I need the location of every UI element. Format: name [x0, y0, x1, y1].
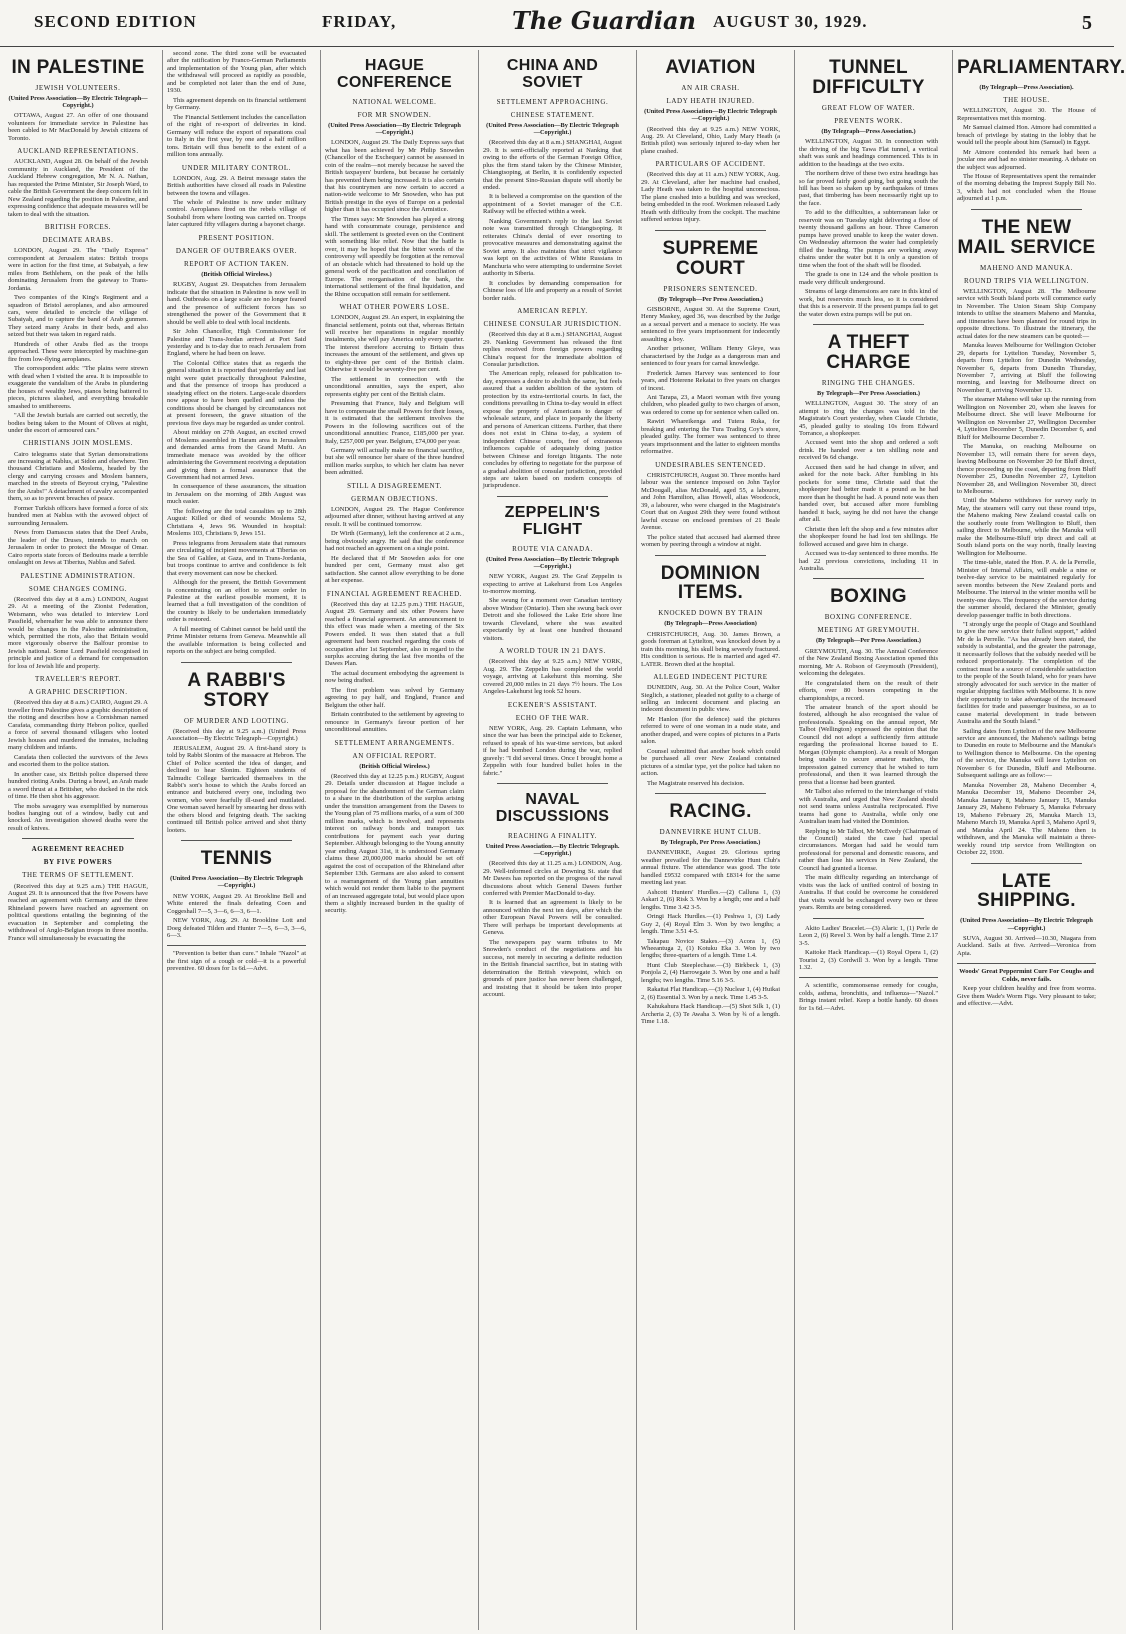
paragraph: Hundreds of other Arabs fled as the troops approached. These were intercepted by machine-gun fire from low-flying aeroplanes.	[8, 340, 148, 363]
paragraph: He declared that if Mr Snowden asks for one hundred per cent, Germany must also get satisfaction. She cannot allow everything to be done at her expense.	[325, 554, 464, 585]
race-result: Kahukahura Hack Handicap.—(5) Shot Silk 1, (1) Archeria 2, (3) Te Awaha 3. Won by ¾ of a length. Time 1.18.	[641, 1003, 780, 1026]
subhead: PREVENTS WORK.	[834, 116, 903, 125]
credit-line: By Telegraph, Per Press Association.)	[660, 839, 761, 847]
paragraph: News from Damascus states that the Deef Arabs, the leader of the Druses, intends to march on Jerusalem in order to protect the Mosque of Omar. Cairo reports state forces of Bedouins made a terrible onslaught on Jews at Tiberius, Nablus and Safed.	[8, 529, 148, 567]
paragraph: "I strongly urge the people of Otago and Southland to give the new service their fullest support," added Mr de la Perrelle. "As has already been stated, the subsidy is substantial, and the greater the patronage, it necessarily follows that the subsidy needed will be reduced proportionately. The completion of the contract must be a source of considerable satisfaction to the people of the South Island, who for years have strongly advocated for such service in the matter of regular shipping facilities with Melbourne. It is now their opportunity to take advantage of the increased facilities for trade and passenger business, so as to cause material development in trade between Australia and the South Island."	[957, 620, 1096, 726]
paragraph: Two companies of the King's Regiment and a squadron of Bristol aeroplanes, and also armoured cars, were detailed to encircle the village of Subaiyah, and to capture the band of Arab gunmen. They seized many Arabs in their beds, and also seized but their was taken in regard raids.	[8, 294, 148, 339]
paragraph: Manuka November 28, Maheno December 4, Manuka December 19, Maheno December 24, Manuka January 8, Maheno January 15, Manuka January 29, Maheno February 5, Manuka February 19, Maheno February 26, Manuka March 13, Maheno March 19, Manuka April 3, Maheno April 9, and Manuka April 24. The Maheno then is withdrawn, and the Manuka will maintain a three-weekly round trip service from Wellington on October 22, 1930.	[957, 781, 1096, 857]
paragraph: She swung for a moment over Canadian territory above Windsor (Ontario). Then she swung back over Detroit and she followed the Lake Erie shore line towards Cleveland, where she was awaited expectantly by at least one hundred thousand visitors.	[483, 597, 622, 642]
paragraph: CHRISTCHURCH, Aug. 30. James Brown, a goods foreman at Lyttelton, was knocked down by a train this morning, his skull being severely fractured. His condition is serious. He is married and aged 47. LATER. Brown died at the hospital.	[641, 630, 780, 668]
paragraph: The Colonial Office states that as regards the general situation it is reported that yesterday and last night were quiet practically throughout Palestine, and that the presence of troops has produced a steadying effect on the rioters. Large-scale disorders now appear to have been quelled and unless the conditions should be changed by circumstances not at present foreseen, the grave situation of the previous five days may be regarded as under control.	[167, 359, 306, 427]
credit-line: (By Telegraph—Per Press Association.)	[657, 295, 764, 303]
paragraph: (Received this day at 9.25 a.m.) NEW YORK, Aug. 29. At Cleveland, Ohio, Lady Mary Heath (a British pilot) was seriously injured to-day when her plane crashed.	[641, 125, 780, 155]
paragraph: LONDON, August 29. The Hague Conference adjourned after dinner, without having arrived at any result. It will be continued tomorrow.	[325, 505, 464, 528]
credit-line: (United Press Association—By Electric Telegraph—Copyright.)	[486, 555, 619, 570]
credit-line: (United Press Association—By Electric Telegraph—Copyright.)	[960, 917, 1093, 932]
day-label: FRIDAY,	[322, 12, 397, 31]
paragraph: It is learned that an agreement is likely to be announced within the next ten days, after which the other European Naval Powers will be consulted. There will perhaps be important developments at Geneva.	[483, 899, 622, 937]
credit-line: (British Official Wireless.)	[359, 762, 430, 770]
paragraph: Replying to Mr Talbot, Mr McEvedy (Chairman of the Council) stated the case had special circumstances. Morgan had said he would turn professional for personal and domestic reasons, and rather than lose his services in New Zealand, the Council had granted a license.	[799, 827, 938, 872]
columns	[4, 50, 1126, 1630]
paragraph: WELLINGTON, August 28. The Melbourne service with South Island ports will commence early in November. The Union Steam Ship Company intends to utilise the steamers Maheno and Manuka, and itineraries have been planned for round trips in opposite directions. To illustrate the itinerary, the actual dates for the new steamers can be quoted:—	[957, 287, 1096, 340]
subhead: AUCKLAND REPRESENTATIONS.	[17, 147, 139, 156]
subhead: JEWISH VOLUNTEERS.	[35, 83, 121, 92]
headline-rabbis-story: A RABBI'S STORY	[187, 669, 286, 711]
paragraph: Mr Samuel claimed Hon. Atmore had committed a breach of privilege by stating in the lobby that he would tell the people about him (Samuel) in Egypt.	[957, 124, 1096, 147]
paragraph: The Times says: Mr Snowden has played a strong hand with consummate courage, persistence and skill. The settlement is greeted even on the Continent with something like relief. Now that the battle is over, it may be hoped that the bitter words of the controversy will speedily be forgotten at the removal of an obstacle which had threatened to hold up the general work of the pacification and conciliation of Europe. The reorganisation of the bank, the international settlement of the final liquidation, and the Rhine occupation still remain for settlement.	[325, 215, 464, 298]
subhead: PALESTINE ADMINISTRATION.	[20, 571, 136, 580]
issue-date: AUGUST 30, 1929.	[713, 12, 868, 31]
subhead: MAHENO AND MANUKA.	[979, 263, 1074, 272]
masthead	[0, 0, 1114, 47]
paragraph: The following are the total casualties up to 28th August: Killed or died of wounds: Moslems 52, Christians 4, Jews 96. Wounded in hospital: Moslems 103, Christians 9, Jews 151.	[167, 507, 306, 538]
paragraph: It concludes by demanding compensation for Chinese loss of life and property as a result of Soviet border raids.	[483, 279, 622, 302]
paragraph: The Magistrate reserved his decision.	[647, 779, 745, 787]
paragraph: Manuka leaves Melbourne for Wellington October 29, departs for Lyttelton Tuesday, November 5, departs from Lyttelton for Dunedin Wednesday, November 6, departs from Dunedin Thursday, November 7, arriving at Bluff the following morning, and leaving for Melbourne direct on November 8, arriving November 13.	[957, 342, 1096, 394]
paragraph: JERUSALEM, August 29. A first-hand story is told by Rabbi Slonim of the massacre at Hebron. The Chief of Police scented the idea of danger, and declined to hear Slonim. Eighteen students of Talmudic College barricaded themselves in the Rabbi's son's house to which the Arabs forced an entrance and butchered every one, including two women, who were fearfully ill-used and mutilated. One woman saved herself by smearing her dress with the others blood and feigning death. The sacking continued till British police arrived and shot thirty looters.	[167, 744, 306, 834]
paragraph: Although for the present, the British Government is concentrating on an effort to secure order in Palestine at the earliest possible moment, it is learned that a full investigation of the condition of the country is likely to be undertaken immediately order is restored.	[167, 579, 306, 624]
paragraph: LONDON, Aug. 29. A Beirut message states the British authorities have closed all roads in Palestine between the towns and villages.	[167, 174, 306, 197]
column-4	[478, 50, 626, 1630]
race-result: Oringi Hack Hurdles.—(1) Peshwa 1, (3) Lady Guy 2, (4) Royal Elm 3. Won by two lengths; a length. Time 3.51 4-5.	[641, 913, 780, 936]
headline-supreme-court: SUPREME COURT	[662, 237, 759, 279]
race-result: Kaitoke Hack Handicap.—(1) Royal Opera 1, (2) Tourist 2, (3) Cordwill 3. Won by a length. Time 1.32.	[799, 949, 938, 971]
column-6	[794, 50, 942, 1630]
headline-theft-charge: A THEFT CHARGE	[826, 331, 911, 373]
paragraph: Nanking Government's reply to the last Soviet note was transmitted through Chiangtsoping. It reiterates China's denial of ever resorting to provocative measures and demonstrating against the Soviet army. It also maintains that strict vigilance was kept on the activities of White Russians in Manchuria who were attempting to undermine Soviet authority in Siberia.	[483, 217, 622, 278]
paragraph: (Received this day at 8 a.m.) SHANGHAI, August 29. It is semi-officially reported at Nanking that owing to the efforts of the German Foreign Office, plus the firm stand taken by the Chinese Minister, Chiangtsoping, at Berlin, it is confidently expected that the present Sino-Russian dispute will shortly be ended.	[483, 139, 622, 191]
paragraph: LONDON, August 29. The "Daily Express" correspondent at Jerusalem states: British troops were in action for the first time, at Subaiyah, a few miles from Bethlehem, on the peak of the hills dominating Jerusalem from the gateway to Trans-Jordania.	[8, 247, 148, 292]
subhead: A WORLD TOUR IN 21 DAYS.	[499, 647, 606, 656]
paragraph: Presuming that France, Italy and Belgium will have to compensate the small Powers for their losses, it is estimated that the settlement involves the Powers in the following sacrifices out of the unconditional annuities: France, £185,000 per year. Italy, £257,000 per year. Belgium, £74,000 per year.	[325, 400, 464, 445]
divider	[813, 918, 924, 919]
paragraph: In consequence of these assurances, the situation in Jerusalem on the morning of 28th August was much easier.	[167, 483, 306, 506]
headline-tunnel-difficulty: TUNNEL DIFFICULTY	[812, 57, 925, 98]
paragraph: Germany will actually make no financial sacrifice, but she will renounce her share of the three hundred million marks surplus, to which her claim has never been admitted.	[325, 447, 464, 477]
paragraph: Christie then left the shop and a few minutes after the shopkeeper found he had lost ten shillings. He followed accused and gave him in charge.	[799, 525, 938, 548]
credit-line: United Press Association.—By Electric Telegraph.—Copyright.)	[485, 842, 620, 857]
subhead: BRITISH FORCES.	[44, 223, 112, 232]
subhead: PRESENT POSITION.	[198, 233, 275, 242]
subhead: FOR MR SNOWDEN.	[357, 110, 432, 119]
race-result: Hunt Club Steeplechase.—(3) Birkbeck 1, (3) Ponjola 2, (4) Harrowgate 3. Won by one and a half lengths; two lengths. Time 5.16 3-5.	[641, 961, 780, 984]
subhead: DANGER OF OUTBREAKS OVER.	[175, 246, 298, 255]
subhead: RINGING THE CHANGES.	[821, 378, 916, 387]
subhead: SOME CHANGES COMING.	[28, 584, 128, 593]
credit-line: (British Official Wireless.)	[201, 271, 272, 279]
subhead: GERMAN OBJECTIONS.	[351, 494, 438, 503]
divider	[22, 838, 134, 839]
paragraph: The mobs savagery was exemplified by numerous bodies hanging out of a window, badly cut and knocked. An investigation showed deaths were the result of knives.	[8, 802, 148, 832]
paragraph: NEW YORK, Aug. 29. Captain Lehmann, who since the war has been the principal aide to Eckener, refused to speak of his war-time services, but asked if he had bombed London during the war, replied gravely: "I did several times. Once I brought home a Zeppelin with four hundred bullet holes in the fabric."	[483, 724, 622, 777]
paragraph: It is believed a compromise on the question of the appointment of a Soviet manager of the C.E. Railway will be effected within a week.	[483, 193, 622, 216]
paragraph: Press telegrams from Jerusalem state that rumours are circulating of incipient movements at Tiberias on the Sea of Galilee, at Gaza, and in Trans-Jordania, but troops continue to arrive and confidence is felt that every movement can now be checked.	[167, 539, 306, 577]
paragraph: AUCKLAND, August 28. On behalf of the Jewish community in Auckland, the President of the Auckland Hebrew congregation, Mr N. A. Nathan, has requested the Prime Minister, Sir Joseph Ward, to cable the British Government the deep concern felt in New Zealand regarding the position in Palestine, and expressing confidence that adequate measures will be taken to deal with the situation.	[8, 158, 148, 218]
paragraph: LONDON, August 29. An expert, in explaining the financial settlement, points out that, whereas Britain will receive her reparations in regular monthly instalments, she will pay America only every quarter. The interest therefore accruing to Britain thus increases the amount of the settlement, and gives up to eighty-three per cent of the British claim. Otherwise it would be seventy-five per cent.	[325, 314, 464, 374]
divider	[181, 662, 292, 663]
subhead: AN OFFICIAL REPORT.	[352, 751, 437, 760]
paragraph: About midday on 27th August, an excited crowd of Moslems assembled in Haram area in Jerusalem and demanded arms from the Grand Mufti. An immediate menace was avoided by the officer administering the Government receiving a deputation and giving them a formal assurance that the Government had not armed Jews.	[167, 429, 306, 481]
paragraph: The first problem was solved by Germany agreeing to pay half, and England, France and Belgium the other half.	[325, 686, 464, 709]
paragraph: (Received this day at 9.25 a.m.) THE HAGUE, August 29. It is announced that the five Powers have reached an agreement with Germany and the three Rhineland powers have reached an agreement on political questions entailing the beginning of the evacuation in September and completing the withdrawal of Anglo-Belgian troops in three months. France will simultaneously be evacuating the	[8, 882, 148, 942]
column-3	[320, 50, 468, 1630]
paragraph: The steamer Maheno will take up the running from Wellington on November 20, when she leaves for Melbourne direct. She will leave Melbourne for Wellington on November 27, Wellington December 4, Lyttelton December 5, Dunedin December 6, and Bluff for Melbourne December 7.	[957, 396, 1096, 441]
headline-tennis: TENNIS	[200, 848, 273, 870]
subhead: LADY HEATH INJURED.	[666, 96, 755, 105]
paragraph: Sir John Chancellor, High Commissioner for Palestine and Trans-Jordan arrived at Port Said yesterday and is to-day due to reach Jerusalem from England, where he had been on leave.	[167, 328, 306, 358]
headline-aviation: AVIATION	[665, 57, 756, 78]
headline-new-mail-service: THE NEW MAIL SERVICE	[957, 216, 1096, 258]
subhead: STILL A DISAGREEMENT.	[347, 481, 442, 490]
advertisement: A scientific, commonsense remedy for coughs, colds, asthma, bronchitis, and influenza—"Nazol." Brings instant relief. Keep a bottle handy. 60 doses for 1s 6d.—Advt.	[799, 977, 938, 1012]
paragraph: The main difficulty regarding an interchange of visits was the lack of unified control of boxing in Australia. If that could be overcome he considered that visits would be exchanged every two or three years. Remits are being considered.	[799, 874, 938, 912]
subhead: ROUND TRIPS VIA WELLINGTON.	[964, 276, 1089, 285]
headline-china-and-soviet: CHINA AND SOVIET	[506, 57, 599, 91]
paragraph: NEW YORK, August 29. The Graf Zeppelin is expecting to arrive at Lakehurst from Los Angeles to-morrow morning.	[483, 573, 622, 595]
paragraph: The newspapers pay warm tributes to Mr Snowden's conduct of the negotiations and his success, not merely in securing a definite reduction in the British financial sacrifice, but in stating with determination the British viewpoint, which on grounds of pure justice has never been challenged, and insisting that it should be taken into proper account.	[483, 938, 622, 999]
subhead: MEETING AT GREYMOUTH.	[817, 626, 920, 635]
newspaper-title: The Guardian	[512, 6, 696, 35]
subhead: SETTLEMENT ARRANGEMENTS.	[334, 738, 455, 747]
paragraph: (Received this day at 8 a.m.) LONDON, August 29. At a meeting of the Zionist Federation, Weismann, who was detailed to interview Lord Passfield, whereafter he was able to announce there would be changes in the Palestine administration, which, permitted the riots, also that Britain would more vigorously observe the Balfour promise to Jewish national. Some Lord Passfield recognised in principle and justice of a demand for compensation for loss of Jewish life and property.	[8, 595, 148, 670]
paragraph: The correspondent adds: "The plains were strewn with dead when I visited the area. It is impossible to exaggerate the vandalism of the Arabs in plundering the houses of wealthy Jews, pianos being battered to pieces, pictures slashed, and everything breakable smashed to smithereens.	[8, 365, 148, 410]
paragraph: (Received this day at 12.25 p.m.) RUGBY, August 29. Details under discussion at Hague include a proposal for the abandonment of the German claim to a share in the distribution of the surplus arising under the transition arrangement from the Dawes to the Young plan of 75 millions marks, of a sum of 300 million marks, which is involved, and represents interest on railway bonds and transport tax contributions for payment each year during September. Although belonging to the Young annuity year ending August 31st, it is understood Germany claims these 20,000,000 marks should be set off against the cost of occupation of the Rhineland after September 13th. Germans are also asked to consent to a rearrangement of the Young plan annuities which would not render them liable to the payment of an increased aggregate total, but would place upon them a slightly increased burden in the quality of security.	[325, 773, 464, 915]
paragraph: Mr Talbot also referred to the interchange of visits with Australia, and urged that New Zealand should not send teams unless Australia reciprocated. Five teams had gone to Australia, while only one Australian team had visited the Dominion.	[799, 788, 938, 826]
credit-line: (United Press Association—By Electric Telegraph—Copyright.)	[644, 108, 777, 123]
subhead: THE TERMS OF SETTLEMENT.	[22, 871, 134, 880]
paragraph: (Received this day at 9.25 a.m.) (United Press Association—By Electric Telegraph—Copyright.)	[167, 727, 306, 743]
paragraph: The whole of Palestine is now under military control. Aeroplanes fired on the rebels village of Soubabil from where looting was carried on. Troops later captured fifty villagers during a bayonet charge.	[167, 199, 306, 229]
paragraph: To add to the difficulties, a subterranean lake or reservoir was on Tuesday night delivering a flow of twenty thousand gallons an hour. Three Cameron pumps have proved unable to keep the water down. On Wednesday afternoon the water had completely filled the heading. The pumps are working away chains under the water but it is only a question of time when the foot of the shaft will be flooded.	[799, 209, 938, 269]
paragraph: (Received this day at 8 a.m.) CAIRO, August 29. A traveller from Palestine gives a graphic description of the rioting and describes how a Cornishman named Carafata, commanding thirty Hebron police, quelled a force of several thousand villagers who looted Jewish houses and murdered the inmates, including many children and infants.	[8, 699, 148, 752]
advertisement: Keep your children healthy and free from worms. Give them Wade's Worm Figs. Very pleasant to take; and effective.—Advt.	[957, 985, 1096, 1008]
divider	[655, 555, 766, 556]
subhead: KNOCKED DOWN BY TRAIN	[658, 609, 763, 618]
paragraph: Cairo telegrams state that Syrian demonstrations are increasing at Nablus, at Sidon and elsewhere. Ten thousand Christians and Moslems, headed by the clergy and carrying crosses and Moslem banners, marched in the streets of Beyrout crying, "Palestine for the Arabs!" A detachment of cavalry accompanied them, so as to prevent breaches of peace.	[8, 450, 148, 503]
headline-naval-discussions: NAVAL DISCUSSIONS	[495, 791, 610, 825]
paragraph: (Received this day at 11.25 a.m.) LONDON, Aug. 29. Well-informed circles at Downing St. state that Mr Dawes has reported on the progress of the naval discussions about which General Dawes further conferred with Premier MacDonald to-day.	[483, 860, 622, 898]
subhead: UNDER MILITARY CONTROL.	[181, 163, 292, 172]
subhead: GREAT FLOW OF WATER.	[821, 103, 916, 112]
headline-parliamentary: PARLIAMENTARY.	[957, 57, 1126, 78]
subhead: DANNEVIRKE HUNT CLUB.	[659, 828, 762, 837]
race-result: Takapau Novice Stakes.—(3) Acora 1, (5) Wheeantuga 2, (1) Kotuku Eka 3. Won by two lengths; three-quarters of a length. Time 1.4.	[641, 937, 780, 960]
paragraph: Mr Hanlon (for the defence) said the pictures referred to were of one woman in a nude state, and another draped, and were copies of pictures in a Paris salon.	[641, 715, 780, 746]
paragraph: Accused went into the shop and ordered a soft drink. He handed over a ten shilling note and received 9s 6d change.	[799, 439, 938, 462]
subhead: DECIMATE ARABS.	[42, 236, 114, 245]
headline-racing: RACING.	[669, 801, 752, 823]
headline-late-shipping: LATE SHIPPING.	[977, 870, 1076, 912]
subhead: CHINESE CONSULAR JURISDICTION.	[483, 320, 622, 329]
subhead: ECKENER'S ASSISTANT.	[507, 700, 598, 709]
subhead: ALLEGED INDECENT PICTURE	[653, 673, 768, 681]
credit-line: By Telegraph—Per Press Association.)	[817, 389, 920, 397]
race-result: Ashcott Hunters' Hurdles.—(2) Calluna 1, (3) Askari 2, (6) Risk 3. Won by a length; one and a half lengths. Time 3.42 3-5.	[641, 888, 780, 911]
column-1	[4, 50, 152, 1630]
paragraph: Another prisoner, William Henry Gleye, was characterised by the Judge as a dangerous man and sentenced to four years for carnal knowledge.	[641, 345, 780, 368]
paragraph: (Received this day at 8 a.m.) SHANGHAI, August 29. Nanking Government has released the first replies received from foreign powers regarding China's request for the immediate abolition of Consular jurisdiction.	[483, 331, 622, 368]
paragraph: Until the Maheno withdraws for survey early in May, the steamers will carry out these round trips, the Maheno making New Zealand coastal calls on the southerly route from Wellington to Bluff, then sailing direct to Melbourne, while the Manuka will make the Melbourne-Bluff trip direct and call at South island ports on the way north, finally leaving Wellington for Melbourne.	[957, 497, 1096, 557]
paragraph: WELLINGTON, August 30. In connection with the driving of the big Tawa Flat tunnel, a vertical shaft was sunk and headings commenced. This is in addition to the headings at the two exits.	[799, 138, 938, 168]
paragraph: DANNEVIRKE, August 29. Glorious spring weather prevailed for the Dannevirke Hunt Club's annual fixture. The attendance was good. The tote handled £9532 compared with £8314 for the same meeting last year.	[641, 849, 780, 887]
subhead: ROUTE VIA CANADA.	[512, 544, 593, 553]
advertisement: "Prevention is better than cure." Inhale "Nazol" at the first sign of a cough or cold—it is a powerful preventive. 60 doses for 1s 6d.—Advt.	[167, 945, 306, 972]
column-7	[952, 50, 1126, 1630]
subhead: A GRAPHIC DESCRIPTION.	[28, 688, 128, 697]
divider	[497, 783, 608, 784]
paragraph: (Received this day at 12.25 p.m.) THE HAGUE, August 29. Germany and six other Powers have reached a financial agreement. An announcement to this effect was made when a meeting of the Six Powers ended. It was then stated that a full agreement had been reached regarding the costs of occupation after 1st September, also in regard to the surplus accruing during the last five months of the Dawes Plan.	[325, 600, 464, 668]
subhead: UNDESIRABLES SENTENCED.	[655, 460, 766, 469]
paragraph: The actual document embodying the agreement is now being drafted.	[325, 669, 464, 685]
paragraph: The settlement in connection with the unconditional annuities, says the expert, also represents eighty per cent of the British claim.	[325, 375, 464, 398]
paragraph: RUGBY, August 29. Despatches from Jerusalem indicate that the situation in Palestine is now well in hand. Outbreaks on a large scale are no longer feared and the presence of sufficient forces has so strengthened the power of the Government that it should be well able to deal with local incidents.	[167, 281, 306, 326]
paragraph: GISBORNE, August 30. At the Supreme Court, Henry Maskey, aged 36, was described by the Judge as a sexual pervert and a menace to society. He was sentenced to five years imprisonment for indecently assaulting a boy.	[641, 305, 780, 343]
paragraph: The Manuka, on reaching Melbourne on November 13, will remain there for seven days, leaving Melbourne on November 20 for Bluff direct, thence proceeding up the coast, departing from Bluff November 25, Dunedin November 27, Lyttelton November 28, and Wellington November 30, direct to Melbourne.	[957, 443, 1096, 495]
paragraph: second zone. The third zone will be evacuated after the ratification by Franco-German Parliaments and implementation of the Young plan, after which the withdrawal will proceed as rapidly as possible, and be completed not later than the end of June, 1930.	[167, 50, 306, 95]
divider	[971, 209, 1082, 210]
paragraph: The American reply, released for publication to-day, expresses a desire to abolish the same, but feels assured that a sudden abolition of the system of protection by its extra-territorial courts. In fact, the conditions prevailing in China to-day would in effect expose the property of Americans to danger of wholesale seizure, and place in jeopardy the liberty and persons of American citizens. Further, that there does not exist in China to-day, a system of independent Chinese courts, free of extraneous influences capable of adequately doing justice between Chinese and foreign litigants. The note concludes by offering to negotiate for the purpose of a gradual abolition of consular jurisdiction, provided steps are taken based on modern concepts of jurisprudence.	[483, 370, 622, 490]
advertisement: Woods' Great Peppermint Cure For Coughs and Colds, never fails.	[957, 963, 1096, 983]
paragraph: Dr Wirth (Germany), left the conference at 2 a.m., being obviously angry. He said that the conference had not reached an agreement on a single point.	[325, 530, 464, 553]
paragraph: "All the Jewish burials are carried out secretly, the bodies being taken to the Mount of Olives at night, under the escort of armoured cars."	[8, 412, 148, 434]
subhead: REACHING A FINALITY.	[507, 831, 598, 840]
subhead: BOXING CONFERENCE.	[824, 613, 913, 622]
column-2	[162, 50, 310, 1630]
paragraph: In another case, six British police dispersed three hundred rioting Arabs. During a brawl, an Arab made a sword thrust at a Britisher, who ducked in the nick of time. He then shot his aggressor.	[8, 770, 148, 801]
subhead: ECHO OF THE WAR.	[515, 713, 590, 722]
paragraph: Counsel submitted that another book which could be purchased all over New Zealand contained pictures of a similar type, yet the police had taken no action.	[641, 747, 780, 778]
subhead: FINANCIAL AGREEMENT REACHED.	[326, 589, 463, 598]
subhead: CHINESE STATEMENT.	[510, 110, 595, 119]
divider	[655, 793, 766, 794]
credit-line: (By Telegraph—Press Association)	[664, 620, 757, 628]
divider	[181, 840, 292, 841]
paragraph: A full meeting of Cabinet cannot be held until the Prime Minister returns from Geneva. Meanwhile all the available information is being collected and reports on the subject are being compiled.	[167, 625, 306, 656]
paragraph: Former Turkish officers have formed a force of six hundred men at Nablus with the avowed object of surrounding Jerusalem.	[8, 504, 148, 527]
paragraph: Sailing dates from Lyttelton of the new Melbourne service are announced, the Maheno's sailings being to Dunedin en route to Melbourne and the Manuka's to Wellington thence to Melbourne. On the opening of the service, the Manuka will leave Lyttelton on November 6 for Dunedin, Bluff and Melbourne. Subsequent sailings are as follow:—	[957, 727, 1096, 780]
credit-line: (United Press Association—By Electric Telegraph—Copyright.)	[8, 94, 148, 110]
paragraph: The grade is one in 124 and the whole position is made very difficult underground.	[799, 271, 938, 286]
subhead: PARTICULARS OF ACCIDENT.	[655, 160, 766, 169]
divider	[971, 863, 1082, 864]
subhead: AN AIR CRASH.	[681, 83, 740, 92]
subhead: WHAT OTHER POWERS LOSE.	[339, 303, 450, 311]
headline-boxing: BOXING	[830, 586, 907, 608]
divider	[497, 496, 608, 497]
paragraph: The police stated that accused had alarmed three women by peering through a window at night.	[641, 533, 780, 549]
race-result: Rakaitai Flat Handicap.—(3) Nuclear 1, (4) Huikai 2, (6) Essential 3. Won by a neck. Time 1.45 3-5.	[641, 986, 780, 1001]
paragraph: The House of Representatives spent the remainder of the morning debating the Imprest Supply Bill No. 3, which had not concluded when the House adjourned at 1 p.m.	[957, 172, 1096, 203]
subhead: SETTLEMENT APPROACHING.	[496, 97, 609, 106]
subhead: AGREEMENT REACHED	[31, 845, 125, 854]
paragraph: Rawiri Whareikenga and Tutera Ruka, for breaking and entering the Tura Trading Coy's store, pleaded guilty. The former was sentenced to three years imprisonment and the latter to eighteen months reformative.	[641, 418, 780, 456]
headline-in-palestine: IN PALESTINE	[11, 57, 145, 78]
subhead: AMERICAN REPLY.	[517, 307, 588, 315]
headline-hague-conference: HAGUE CONFERENCE	[336, 57, 452, 91]
paragraph: (Received this day at 9.25 a.m.) NEW YORK, Aug. 29. The Zeppelin has completed the world voyage, arriving at Lakehurst this morning. She covered 20,000 miles in 21 days 7½ hours. The Los Angeles-Lakehurst leg took 52 hours.	[483, 658, 622, 696]
divider	[813, 324, 924, 325]
subhead: TRAVELLER'S REPORT.	[35, 675, 121, 684]
paragraph: Frederick James Harvey was sentenced to four years, and Hoterene Rekatai to five years on charges of incest.	[641, 369, 780, 392]
paragraph: Ani Tarapa, 23, a Maori woman with five young children, who pleaded guilty to two charges of arson, was ordered to come up for sentence when called on.	[641, 394, 780, 416]
subhead: PRISONERS SENTENCED.	[663, 284, 758, 293]
paragraph: WELLINGTON, August 30. The House of Representatives met this morning.	[957, 107, 1096, 122]
paragraph: DUNEDIN, Aug. 30. At the Police Court, Walter Sieglich, a stationer, pleaded not guilty to a charge of selling an indecent document and placing an indecent document in public view.	[641, 684, 780, 714]
edition-label: SECOND EDITION	[34, 12, 197, 31]
subhead: THE HOUSE.	[1003, 96, 1050, 105]
race-result: Akito Ladies' Bracelet.—(3) Alaric 1, (1) Perle de Leon 2, (6) Revel 3. Won by half a length. Time 2.17 3-5.	[799, 924, 938, 947]
credit-line: (United Press Association—By Electric Telegraph—Copyright.)	[328, 121, 461, 136]
paragraph: Streams of large dimensions are rare in this kind of work, but reservoirs much less, so it is considered that this is a reservoir. If the present pumps fail to get the water down extra pumps will be put on.	[799, 288, 938, 318]
paragraph: LONDON, August 29. The Daily Express says that what has been achieved by Mr Philip Snowden (Chancellor of the Exchequer) cannot be assessed in coin of the realm—not merely because he saved the British taxpayers' burdens, but because he certainly has prevented them being increased. It is also certain that his countrymen are now certain to accord a nation-wide welcome to Mr Snowden, who has put British prestige in the eyes of Europe on a pedestal higher than it has occupied since the Armistice.	[325, 139, 464, 214]
paragraph: The northern drive of these two extra headings has so far proved fairly good going, but going south the hill has been so shaken up by earthquakes of times past, that timbering has been necessarily right up to the face.	[799, 170, 938, 207]
paragraph: OTTAWA, August 27. An offer of one thousand volunteers for immediate service in Palestine has been cabled to Mr MacDonald by Jewish citizens of Toronto.	[8, 112, 148, 142]
divider	[655, 230, 766, 231]
credit-line: (By Telegraph—Press Association.)	[821, 127, 916, 135]
paragraph: (Received this day at 11 a.m.) NEW YORK, Aug. 29. At Cleveland, after her machine had crashed, Lady Heath was taken to the hospital unconscious. The plane crashed into a building and was wrecked, being embedded in the roof. Workmen released Lady Heath with difficulty from the cockpit. The machine suffered serious injury.	[641, 171, 780, 224]
credit-line: (By Telegraph—Press Association).	[979, 83, 1074, 91]
paragraph: Mr Atmore contended his remark had been a jocular one and had no sinister meaning. A debate on the subject was adjourned.	[957, 148, 1096, 171]
paragraph: Accused then said he had change in silver, and asked for the note back. After fumbling in his pockets for some time, Christie said that the shopkeeper had better made it a pound as he had more than he thought he had. A pound note was then handed over, but accused after more fumbling handed it back, saying he did not have the change after all.	[799, 463, 938, 524]
paragraph: The Financial Settlement includes the cancellation of the right of re-export of deliveries in kind. Germany will reduce the export of reparations coal to Italy in the first year, by one and a half million tons. Britain will thus benefit to the extent of a million tons annually.	[167, 113, 306, 159]
paragraph: Britain contributed to the settlement by agreeing to renounce in Germany's favour portion of her unconditional annuities.	[325, 711, 464, 734]
subhead: NATIONAL WELCOME.	[352, 97, 437, 106]
paragraph: NEW YORK, August 29. At Brookline Bell and White entered the finals defeating Coen and Coggeshall 7—5, 3—6, 6—3, 6—1.	[167, 892, 306, 915]
paragraph: NEW YORK, Aug. 29. At Brookline Lott and Doeg defeated Tilden and Hunter 7—5, 6—3, 3—6, 6—3.	[167, 917, 306, 939]
subhead: CHRISTIANS JOIN MOSLEMS.	[23, 439, 133, 448]
headline-dominion-items: DOMINION ITEMS.	[660, 562, 761, 604]
credit-line: (United Press Association—By Electric Telegraph—Copyright.)	[170, 875, 303, 890]
paragraph: The time-table, stated the Hon. P. A. de la Perrelle, Minister of Internal Affairs, will enable a nine or twelve-day service to be maintained regularly for seven months between the New Zealand ports and Melbourne. The interval in the winter months will be twenty-one days. The frequency of the service during the summer should, declared the Minister, greatly develop passenger traffic in both directions.	[957, 559, 1096, 619]
paragraph: Carafata then collected the survivors of the Jews and escorted them to the police station.	[8, 753, 148, 769]
subhead: REPORT OF ACTION TAKEN.	[183, 259, 290, 268]
paragraph: SUVA, August 30. Arrived—10.30, Niagara from Auckland. Sails at five. Arrived—Veronica from Apia.	[957, 934, 1096, 957]
credit-line: (United Press Association—By Electric Telegraph—Copyright.)	[486, 121, 619, 136]
subhead: OF MURDER AND LOOTING.	[184, 716, 289, 725]
paragraph: Accused was to-day sentenced to three months. He had 22 previous convictions, including 11 in Australia.	[799, 550, 938, 572]
paragraph: CHRISTCHURCH, August 30. Three months hard labour was the sentence imposed on John Taylor McDougall, alias McDonald, aged 55, a labourer, and John Hamilton, alias Howell, alias Woodcock, 39, a labourer, who were charged in the Magistrate's Court that on August 29th they were found without lawful excuse on enclosed premises of 21 Beale Avenue.	[641, 471, 780, 532]
subhead: BY FIVE POWERS	[43, 858, 113, 867]
paragraph: He congratulated them on the result of their efforts, over 80 boxers competing in the championships, a record.	[799, 679, 938, 702]
paragraph: The amateur branch of the sport should be fostered, although he also recognised the value of professionals. Speaking on the annual report, Mr Talbot (Wellington) expressed the opinion that the Council did not adopt a sufficiently firm attitude regarding the professional license issued to E. Morgan (Olympic champion). As a result of Morgan being unable to secure amateur matches, the impression gained currency that he wished to turn professional, and then it was learned through the press that a license had been granted.	[799, 704, 938, 786]
column-5	[636, 50, 784, 1630]
paragraph: GREYMOUTH, Aug. 30. The Annual Conference of the New Zealand Boxing Association opened this morning, Mr A. Robson of Greymouth (President), welcoming the delegates.	[799, 647, 938, 678]
page-number: 5	[1082, 12, 1092, 34]
paragraph: This agreement depends on its financial settlement by Germany.	[167, 96, 306, 112]
divider	[813, 578, 924, 579]
headline-zeppelins-flight: ZEPPELIN'S FLIGHT	[504, 503, 601, 538]
paragraph: WELLINGTON, August 30. The story of an attempt to ring the changes was told in the Magistrate's Court yesterday, when Claude Christie, 45, pleaded guilty to stealing 10s from Edward Torrance, a shopkeeper.	[799, 400, 938, 438]
credit-line: (By Telegraph—Per Press Association.)	[815, 637, 922, 645]
